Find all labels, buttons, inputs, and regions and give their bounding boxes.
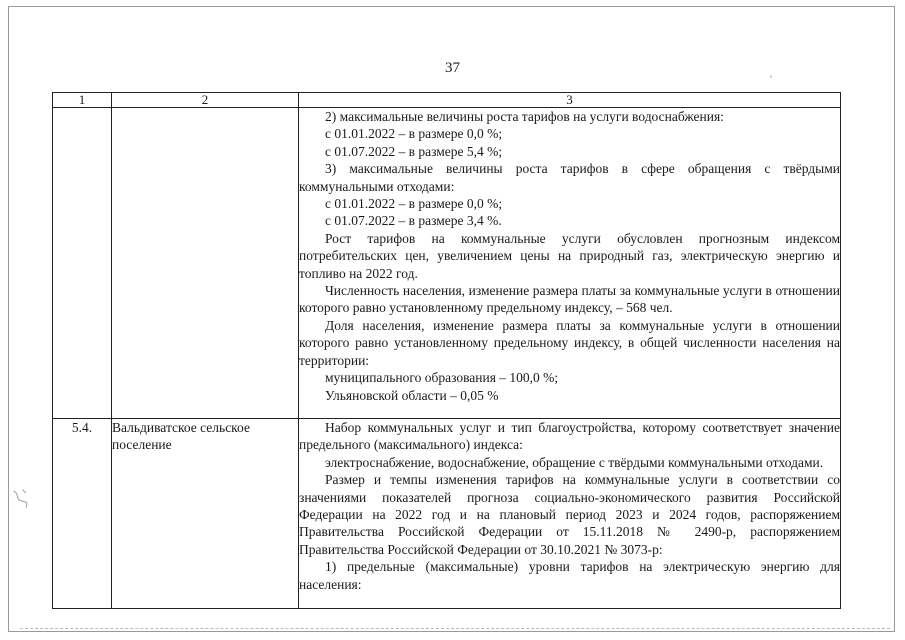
- row-number-cell: [53, 108, 112, 419]
- text-paragraph: 3) максимальные величины роста тарифов в сфере обращения с твёрдыми коммунальными отходами:: [299, 161, 840, 194]
- text-paragraph: Набор коммунальных услуг и тип благоустройства, которому соответствует значение предельного (максимального) индекса:: [299, 420, 840, 453]
- row-number-cell: 5.4.: [53, 419, 112, 609]
- text-paragraph: электроснабжение, водоснабжение, обращение с твёрдыми коммунальными отходами.: [325, 454, 824, 470]
- description-cell: [299, 108, 841, 419]
- text-paragraph: Размер и темпы изменения тарифов на коммунальные услуги в соответствии со значениями показателей прогноза социально-экономического развития Российской Федерации на 2022 год и на плановый период 2023 и 2024 годов, распоряжением Правительства Российской Федерации от 15.11.2018 № 2490-р, распоряжением Правительства Российской Федерации от 30.10.2021 № 3073-р:: [299, 472, 840, 557]
- table-header-row: [53, 93, 841, 108]
- text-paragraph: с 01.07.2022 – в размере 3,4 %.: [325, 213, 502, 229]
- table-row: [53, 108, 841, 419]
- text-paragraph: с 01.07.2022 – в размере 5,4 %;: [325, 143, 503, 159]
- settlement-name-cell: Вальдиватское сельское поселение: [112, 419, 299, 609]
- text-paragraph: Доля населения, изменение размера платы за коммунальные услуги в отношении которого равно установленному предельному индексу, в общей численности населения на территории:: [299, 317, 840, 368]
- text-paragraph: с 01.01.2022 – в размере 0,0 %;: [325, 126, 503, 142]
- text-paragraph: Ульяновской области – 0,05 %: [325, 387, 499, 403]
- page-number: 37: [445, 60, 460, 76]
- description-cell: [299, 419, 841, 609]
- text-paragraph: 1) предельные (максимальные) уровни тарифов на электрическую энергию для населения:: [299, 559, 840, 592]
- table-row: [53, 419, 841, 609]
- text-paragraph: Рост тарифов на коммунальные услуги обусловлен прогнозным индексом потребительских цен, увеличением цены на природный газ, электрическую энергию и топливо на 2022 год.: [299, 230, 840, 281]
- settlement-name-cell: [112, 108, 299, 419]
- text-paragraph: муниципального образования – 100,0 %;: [325, 370, 559, 386]
- text-paragraph: с 01.01.2022 – в размере 0,0 %;: [325, 196, 503, 212]
- text-paragraph: 2) максимальные величины роста тарифов на услуги водоснабжения:: [325, 109, 724, 124]
- column-header-1: 1: [53, 93, 112, 108]
- pen-mark: ´: [768, 73, 778, 87]
- scan-edge-line: [20, 628, 890, 629]
- text-paragraph: Численность населения, изменение размера платы за коммунальные услуги в отношении которого равно установленному предельному индексу, – 568 чел.: [299, 283, 840, 316]
- column-header-3: 3: [299, 93, 841, 108]
- column-header-2: 2: [112, 93, 299, 108]
- document-table: [52, 92, 841, 609]
